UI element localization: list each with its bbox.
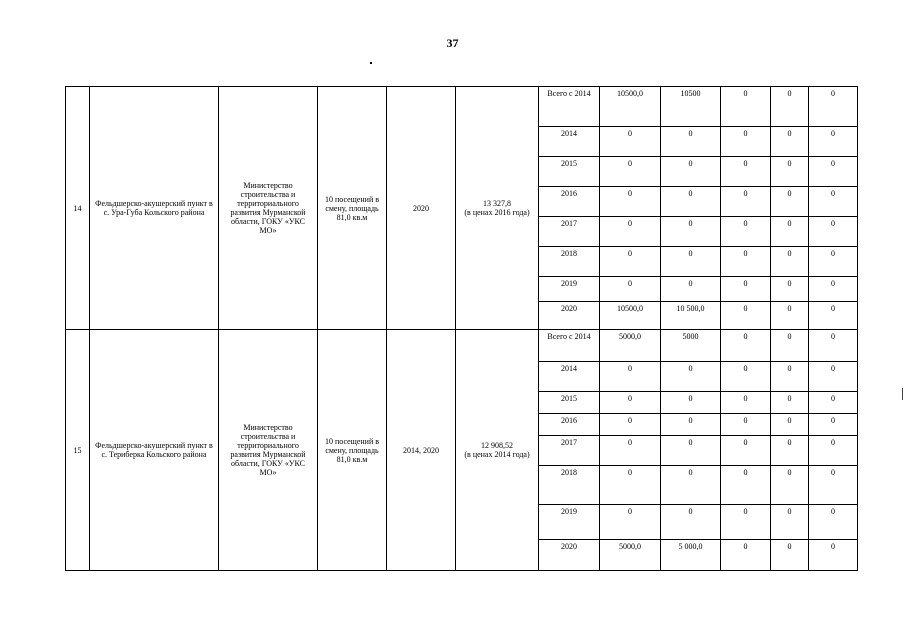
funding-col-4: 0: [771, 277, 809, 302]
scan-edge-mark: [902, 388, 903, 400]
funding-col-3: 0: [721, 247, 771, 277]
funding-col-3: 0: [721, 187, 771, 217]
funding-col-4: 0: [771, 505, 809, 540]
funding-col-5: 0: [809, 217, 858, 247]
funding-year: 2015: [539, 157, 600, 187]
funding-total: 10500,0: [600, 302, 661, 330]
funding-col-5: 0: [809, 277, 858, 302]
funding-col-4: 0: [771, 466, 809, 505]
funding-total: 0: [600, 436, 661, 466]
funding-col-4: 0: [771, 247, 809, 277]
funding-col-4: 0: [771, 87, 809, 127]
funding-year: 2014: [539, 127, 600, 157]
funding-regional: 0: [661, 247, 721, 277]
funding-year: 2019: [539, 277, 600, 302]
funding-col-3: 0: [721, 330, 771, 362]
funding-col-4: 0: [771, 330, 809, 362]
funding-regional: 0: [661, 277, 721, 302]
funding-col-5: 0: [809, 466, 858, 505]
customer-name: Министерство строительства и территориального развития Мурманской области, ГОКУ «УКС МО»: [219, 87, 318, 330]
funding-regional: 0: [661, 217, 721, 247]
funding-year: 2015: [539, 392, 600, 414]
funding-col-3: 0: [721, 540, 771, 571]
funding-col-4: 0: [771, 392, 809, 414]
funding-year: Всего с 2014: [539, 330, 600, 362]
funding-year: 2017: [539, 217, 600, 247]
page-number: 37: [446, 36, 459, 50]
funding-col-5: 0: [809, 392, 858, 414]
funding-col-3: 0: [721, 157, 771, 187]
funding-col-5: 0: [809, 87, 858, 127]
funding-regional: 10500: [661, 87, 721, 127]
funding-col-5: 0: [809, 414, 858, 436]
funding-year: 2019: [539, 505, 600, 540]
funding-year: 2018: [539, 247, 600, 277]
funding-year: Всего с 2014: [539, 87, 600, 127]
funding-year: 2016: [539, 414, 600, 436]
funding-total: 0: [600, 362, 661, 392]
funding-regional: 10 500,0: [661, 302, 721, 330]
object-capacity: 10 посещений в смену, площадь 81,0 кв.м: [318, 330, 387, 571]
funding-col-4: 0: [771, 187, 809, 217]
funding-total: 5000,0: [600, 330, 661, 362]
funding-row: [66, 87, 858, 127]
object-number: 14: [66, 87, 90, 330]
construction-objects-table: [65, 86, 858, 571]
funding-regional: 0: [661, 362, 721, 392]
funding-total: 0: [600, 392, 661, 414]
funding-regional: 0: [661, 466, 721, 505]
funding-regional: 0: [661, 436, 721, 466]
funding-total: 0: [600, 187, 661, 217]
funding-year: 2017: [539, 436, 600, 466]
funding-col-3: 0: [721, 277, 771, 302]
funding-col-4: 0: [771, 436, 809, 466]
funding-year: 2020: [539, 540, 600, 571]
funding-total: 0: [600, 157, 661, 187]
funding-col-5: 0: [809, 362, 858, 392]
funding-col-4: 0: [771, 217, 809, 247]
funding-total: 0: [600, 466, 661, 505]
funding-col-4: 0: [771, 127, 809, 157]
funding-col-5: 0: [809, 302, 858, 330]
funding-col-3: 0: [721, 127, 771, 157]
object-name: Фельдшерско-акушерский пункт в с. Ура-Губа Кольского района: [90, 87, 219, 330]
funding-total: 0: [600, 247, 661, 277]
funding-col-4: 0: [771, 362, 809, 392]
funding-col-5: 0: [809, 157, 858, 187]
funding-col-4: 0: [771, 302, 809, 330]
funding-regional: 0: [661, 127, 721, 157]
customer-name: Министерство строительства и территориального развития Мурманской области, ГОКУ «УКС МО»: [219, 330, 318, 571]
funding-col-3: 0: [721, 362, 771, 392]
funding-year: 2016: [539, 187, 600, 217]
funding-col-5: 0: [809, 540, 858, 571]
object-name: Фельдшерско-акушерский пункт в с. Териберка Кольского района: [90, 330, 219, 571]
funding-year: 2020: [539, 302, 600, 330]
funding-col-3: 0: [721, 436, 771, 466]
funding-col-5: 0: [809, 247, 858, 277]
funding-col-5: 0: [809, 330, 858, 362]
scan-dot-mark: [370, 62, 372, 64]
funding-col-3: 0: [721, 392, 771, 414]
funding-col-5: 0: [809, 127, 858, 157]
funding-total: 0: [600, 277, 661, 302]
funding-total: 5000,0: [600, 540, 661, 571]
funding-col-5: 0: [809, 436, 858, 466]
funding-col-4: 0: [771, 414, 809, 436]
funding-total: 0: [600, 505, 661, 540]
funding-col-3: 0: [721, 414, 771, 436]
funding-year: 2014: [539, 362, 600, 392]
funding-regional: 5 000,0: [661, 540, 721, 571]
funding-col-3: 0: [721, 217, 771, 247]
estimated-cost: 13 327,8 (в ценах 2016 года): [456, 87, 539, 330]
funding-regional: 0: [661, 392, 721, 414]
funding-regional: 0: [661, 187, 721, 217]
funding-col-5: 0: [809, 187, 858, 217]
funding-total: 10500,0: [600, 87, 661, 127]
funding-row: [66, 330, 858, 362]
object-capacity: 10 посещений в смену, площадь 81,0 кв.м: [318, 87, 387, 330]
funding-col-3: 0: [721, 302, 771, 330]
construction-years: 2014, 2020: [387, 330, 456, 571]
funding-total: 0: [600, 217, 661, 247]
funding-regional: 0: [661, 414, 721, 436]
funding-year: 2018: [539, 466, 600, 505]
funding-regional: 0: [661, 505, 721, 540]
funding-col-4: 0: [771, 540, 809, 571]
object-number: 15: [66, 330, 90, 571]
funding-col-5: 0: [809, 505, 858, 540]
funding-col-3: 0: [721, 466, 771, 505]
construction-years: 2020: [387, 87, 456, 330]
funding-regional: 0: [661, 157, 721, 187]
funding-regional: 5000: [661, 330, 721, 362]
funding-col-4: 0: [771, 157, 809, 187]
funding-total: 0: [600, 127, 661, 157]
funding-col-3: 0: [721, 87, 771, 127]
funding-total: 0: [600, 414, 661, 436]
estimated-cost: 12 908,52 (в ценах 2014 года): [456, 330, 539, 571]
funding-col-3: 0: [721, 505, 771, 540]
